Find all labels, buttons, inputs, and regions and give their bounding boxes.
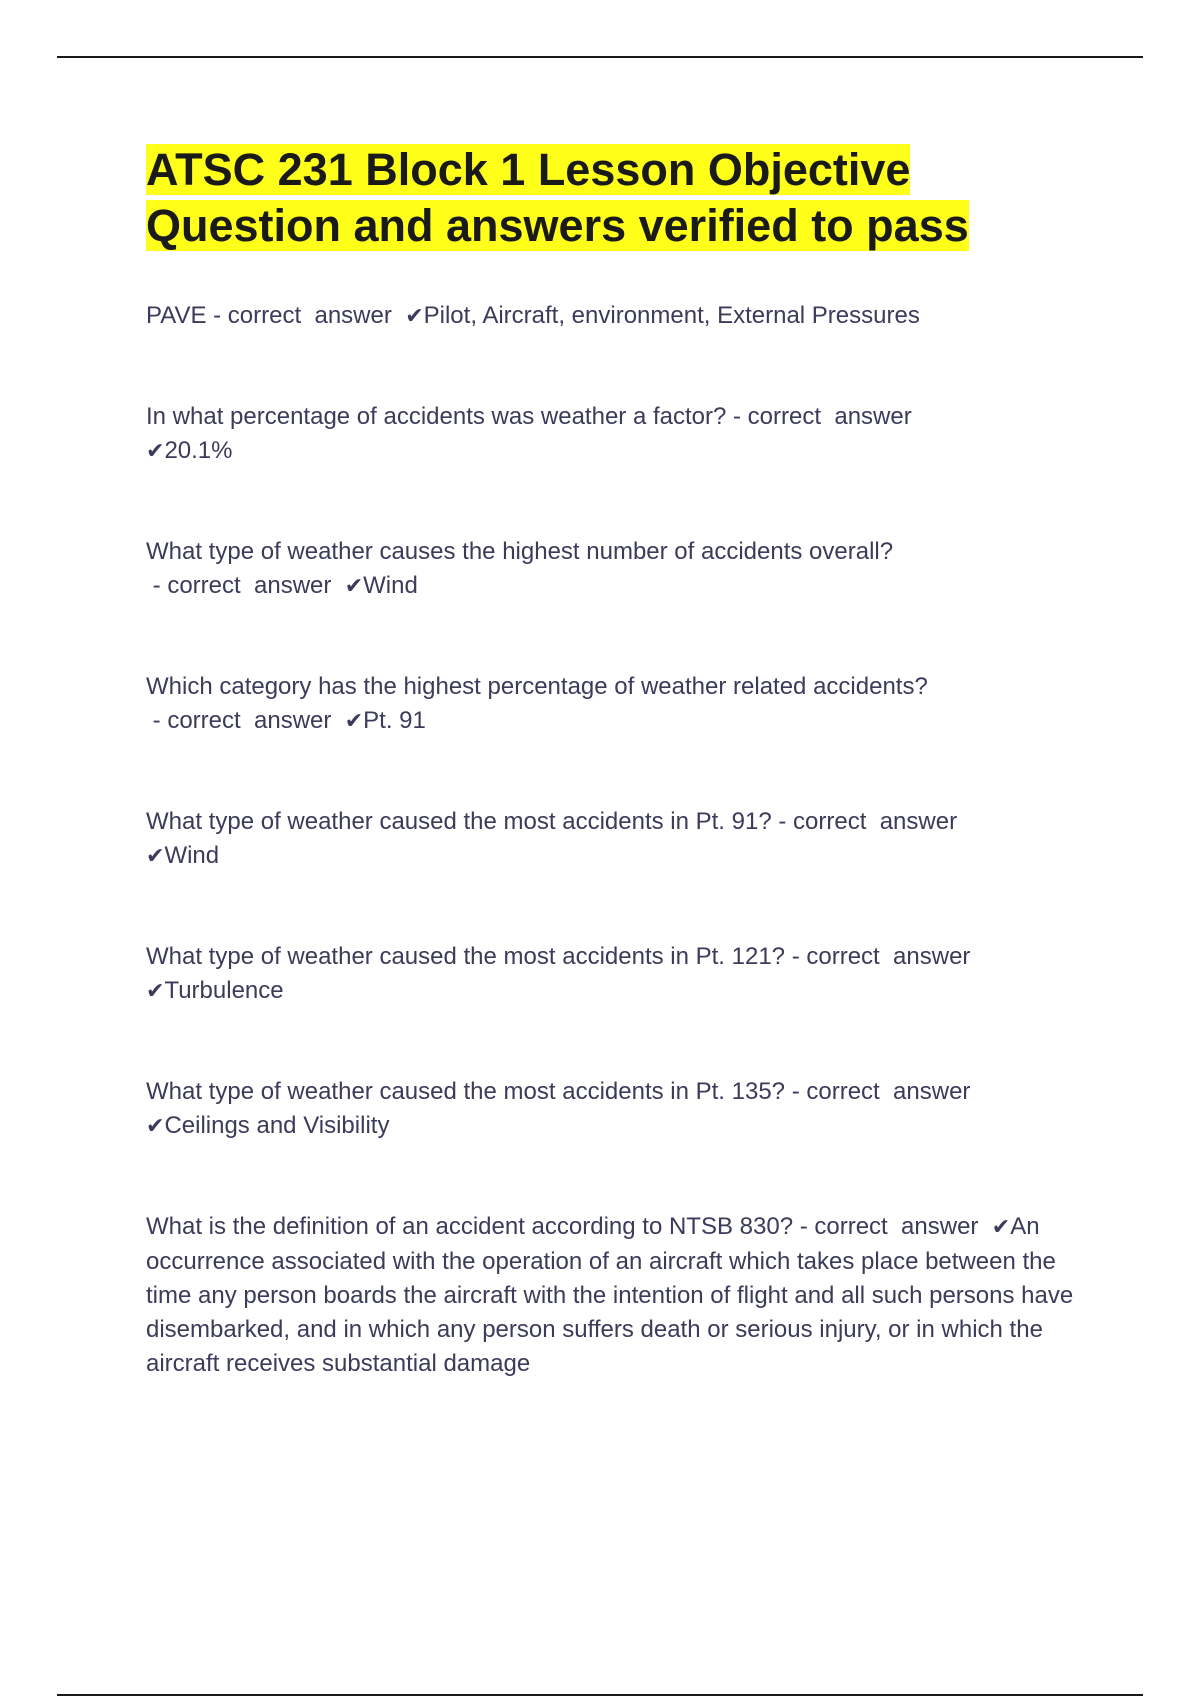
checkmark-icon: ✔ (405, 304, 424, 329)
qa-separator: - correct answer (206, 302, 406, 329)
qa-separator: - correct answer (771, 808, 964, 835)
qa-separator: - correct answer (785, 943, 978, 970)
title-line-1: ATSC 231 Block 1 Lesson Objective (146, 144, 911, 195)
qa-answer: An occurrence associated with the operation of an aircraft which takes place between the time any person boards the aircraft with the intention of flight and all such persons have disembarked, and in which any person suffers death or serious injury, or in which the aircraft receives substantial damage (146, 1213, 1074, 1377)
qa-answer: 20.1% (164, 437, 233, 464)
bottom-rule (57, 1694, 1143, 1696)
qa-question: What is the definition of an accident according to NTSB 830? (146, 1213, 794, 1240)
qa-answer: Wind (164, 842, 220, 869)
qa-list (146, 299, 1096, 1381)
qa-question: What type of weather caused the most accidents in Pt. 91? (146, 808, 772, 835)
qa-separator: - correct answer (793, 1213, 992, 1240)
qa-item (146, 940, 1096, 1009)
qa-item (146, 299, 1096, 334)
qa-item (146, 1075, 1096, 1144)
document-title (146, 142, 1096, 254)
qa-item (146, 670, 1096, 739)
qa-question: What type of weather caused the most accidents in Pt. 135? (146, 1078, 786, 1105)
qa-answer: Pilot, Aircraft, environment, External Pressures (423, 302, 920, 329)
qa-answer: Pt. 91 (363, 707, 426, 734)
qa-question: Which category has the highest percentage of weather related accidents? (146, 673, 928, 700)
qa-question: What type of weather caused the most accidents in Pt. 121? (146, 943, 786, 970)
qa-separator: - correct answer (726, 403, 919, 430)
qa-question: What type of weather causes the highest number of accidents overall? (146, 538, 894, 565)
qa-answer: Turbulence (164, 977, 284, 1004)
checkmark-icon: ✔ (146, 1114, 165, 1139)
qa-item (146, 805, 1096, 874)
qa-question: In what percentage of accidents was weather a factor? (146, 403, 727, 430)
checkmark-icon: ✔ (146, 979, 165, 1004)
checkmark-icon: ✔ (146, 439, 165, 464)
top-rule (57, 56, 1143, 58)
checkmark-icon: ✔ (344, 709, 364, 734)
qa-answer: Ceilings and Visibility (164, 1112, 390, 1139)
checkmark-icon: ✔ (146, 844, 165, 869)
qa-separator: - correct answer (785, 1078, 978, 1105)
document-body (146, 142, 1096, 1381)
qa-answer: Wind (363, 572, 418, 599)
qa-separator: - correct answer (146, 707, 345, 734)
title-line-2: Question and answers verified to pass (146, 200, 969, 251)
qa-item (146, 400, 1096, 469)
qa-separator: - correct answer (146, 572, 345, 599)
checkmark-icon: ✔ (344, 574, 364, 599)
qa-question: PAVE (146, 302, 207, 329)
qa-item (146, 535, 1096, 604)
qa-item (146, 1210, 1096, 1381)
checkmark-icon: ✔ (991, 1215, 1011, 1240)
